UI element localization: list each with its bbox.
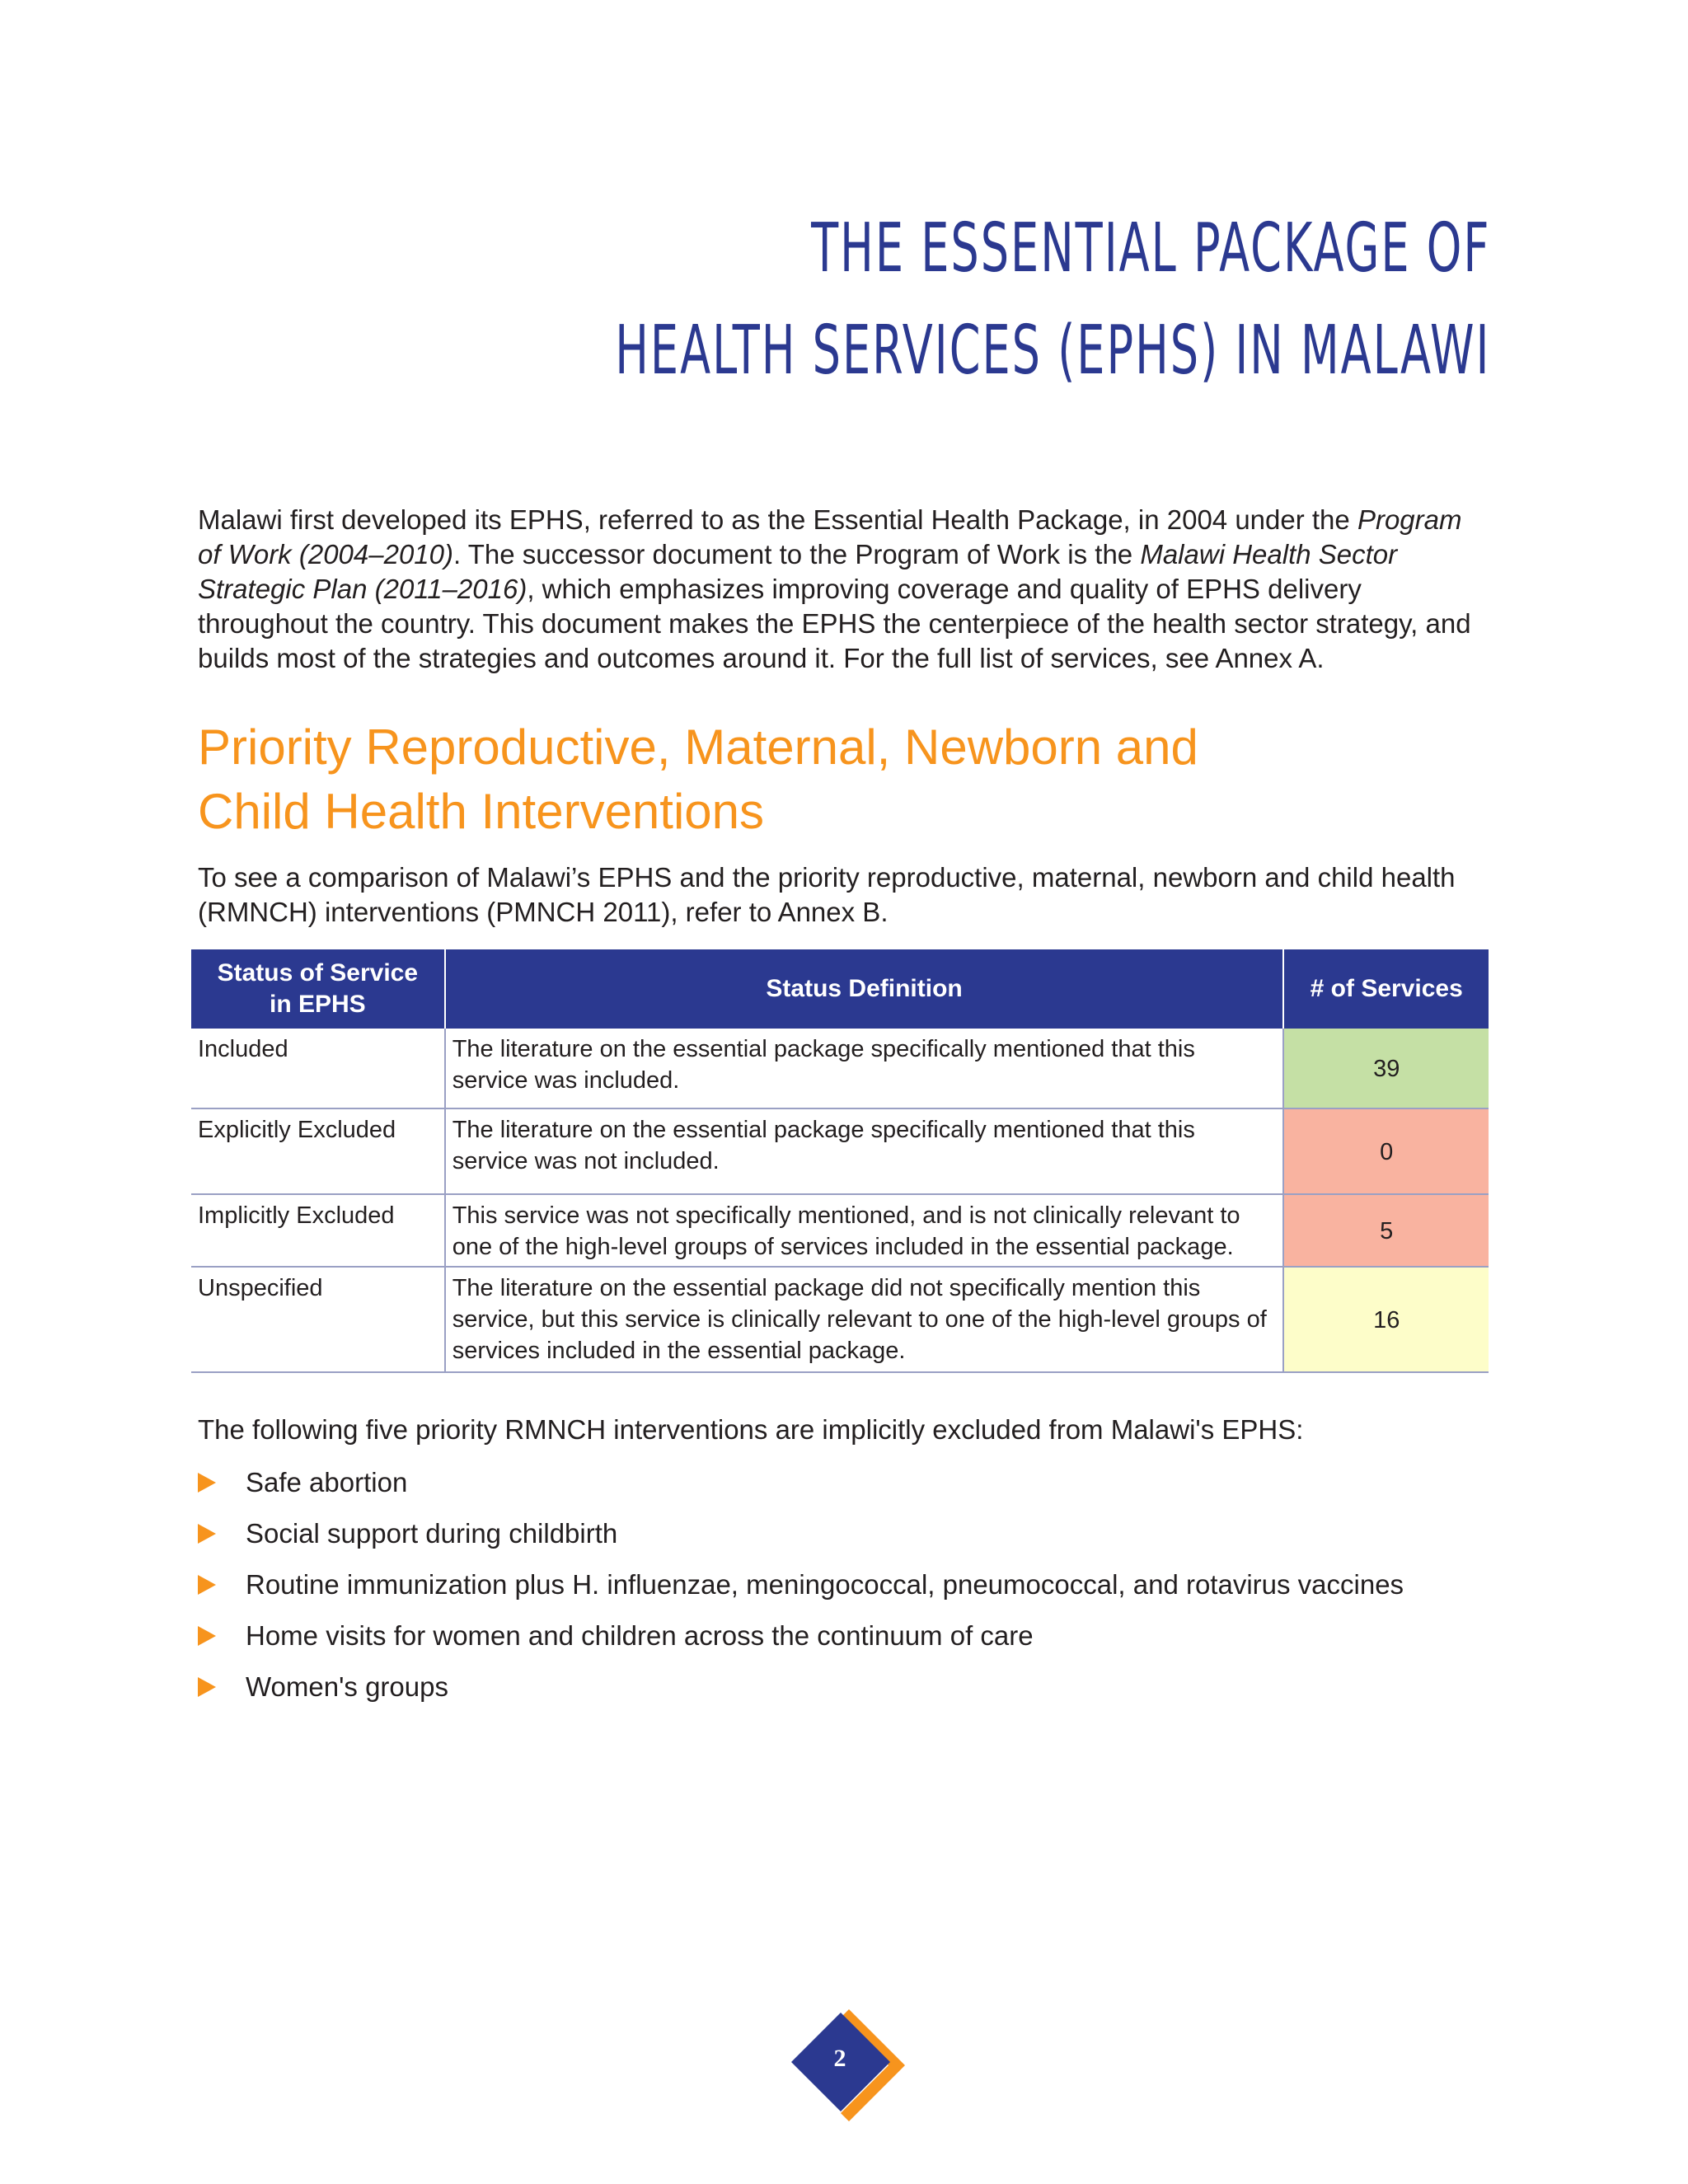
table-row (191, 1267, 1489, 1372)
page-number: 2 (833, 2045, 846, 2072)
header-status-line-1: Status of Service (217, 959, 419, 987)
cell-definition: This service was not specifically mentioned, and is not clinically relevant to one of the high-level groups of services included in the essential package. (445, 1194, 1284, 1267)
section-heading-line-2: Child Health Interventions (198, 784, 765, 839)
header-definition: Status Definition (445, 949, 1284, 1029)
page-title (615, 198, 1490, 402)
service-status-table (191, 949, 1489, 1373)
cell-definition: The literature on the essential package specifically mentioned that this service was not included. (445, 1108, 1284, 1194)
list-item (198, 1568, 1404, 1619)
section-heading-line-1: Priority Reproductive, Maternal, Newborn and (198, 719, 1198, 775)
triangle-bullet-icon (198, 1575, 216, 1595)
header-status-line-2: in EPHS (270, 991, 366, 1018)
list-item-text: Routine immunization plus H. influenzae, meningococcal, pneumococcal, and rotavirus vaccines (246, 1569, 1404, 1600)
list-item-text: Women's groups (246, 1671, 448, 1702)
excluded-intro: The following five priority RMNCH interventions are implicitly excluded from Malawi's EPHS: (198, 1414, 1304, 1445)
table-row (191, 1029, 1489, 1108)
header-count: # of Services (1283, 949, 1489, 1029)
list-item (198, 1465, 1404, 1516)
list-item-text: Social support during childbirth (246, 1518, 618, 1549)
cell-definition: The literature on the essential package specifically mentioned that this service was included. (445, 1029, 1284, 1108)
triangle-bullet-icon (198, 1473, 216, 1493)
page-title-line-1: THE ESSENTIAL PACKAGE OF (810, 209, 1490, 288)
cell-count: 39 (1283, 1029, 1489, 1108)
table-row (191, 1108, 1489, 1194)
header-status (191, 949, 445, 1029)
page-title-line-2: HEALTH SERVICES (EPHS) IN MALAWI (614, 312, 1490, 390)
table-header-row (191, 949, 1489, 1029)
triangle-bullet-icon (198, 1677, 216, 1697)
cell-status: Unspecified (191, 1267, 445, 1372)
cell-count: 5 (1283, 1194, 1489, 1267)
triangle-bullet-icon (198, 1626, 216, 1646)
list-item (198, 1516, 1404, 1568)
list-item (198, 1619, 1404, 1670)
triangle-bullet-icon (198, 1524, 216, 1544)
comparison-paragraph: To see a comparison of Malawi’s EPHS and the priority reproductive, maternal, newborn and child health (RMNCH) interventions (PMNCH 2011), refer to Annex B. (198, 862, 1456, 927)
intro-italic-strategic-plan: Malawi Health Sector Strategic Plan (2011–2016) (198, 539, 1398, 604)
intro-text-3: , which emphasizes improving coverage and quality of EPHS delivery throughout the country. This document makes the EPHS the centerpiece of the health sector strategy, and builds most of the strategies and outcomes around it. For the full list of services, see Annex A. (198, 574, 1471, 673)
cell-status: Implicitly Excluded (191, 1194, 445, 1267)
cell-count: 16 (1283, 1267, 1489, 1372)
intro-italic-program-of-work: Program of Work (2004–2010) (198, 504, 1462, 569)
excluded-interventions-list (198, 1465, 1404, 1721)
list-item-text: Safe abortion (246, 1467, 408, 1497)
cell-status: Included (191, 1029, 445, 1108)
cell-status: Explicitly Excluded (191, 1108, 445, 1194)
section-heading (198, 715, 1484, 844)
intro-text-2: . The successor document to the Program of Work is the (453, 539, 1141, 569)
table-row (191, 1194, 1489, 1267)
intro-text-1: Malawi first developed its EPHS, referred to as the Essential Health Package, in 2004 under the (198, 504, 1357, 535)
list-item (198, 1670, 1404, 1721)
cell-definition: The literature on the essential package did not specifically mention this service, but this service is clinically relevant to one of the high-level groups of services included in the essential package. (445, 1267, 1284, 1372)
cell-count: 0 (1283, 1108, 1489, 1194)
list-item-text: Home visits for women and children across the continuum of care (246, 1620, 1034, 1651)
intro-paragraph (198, 503, 1484, 676)
